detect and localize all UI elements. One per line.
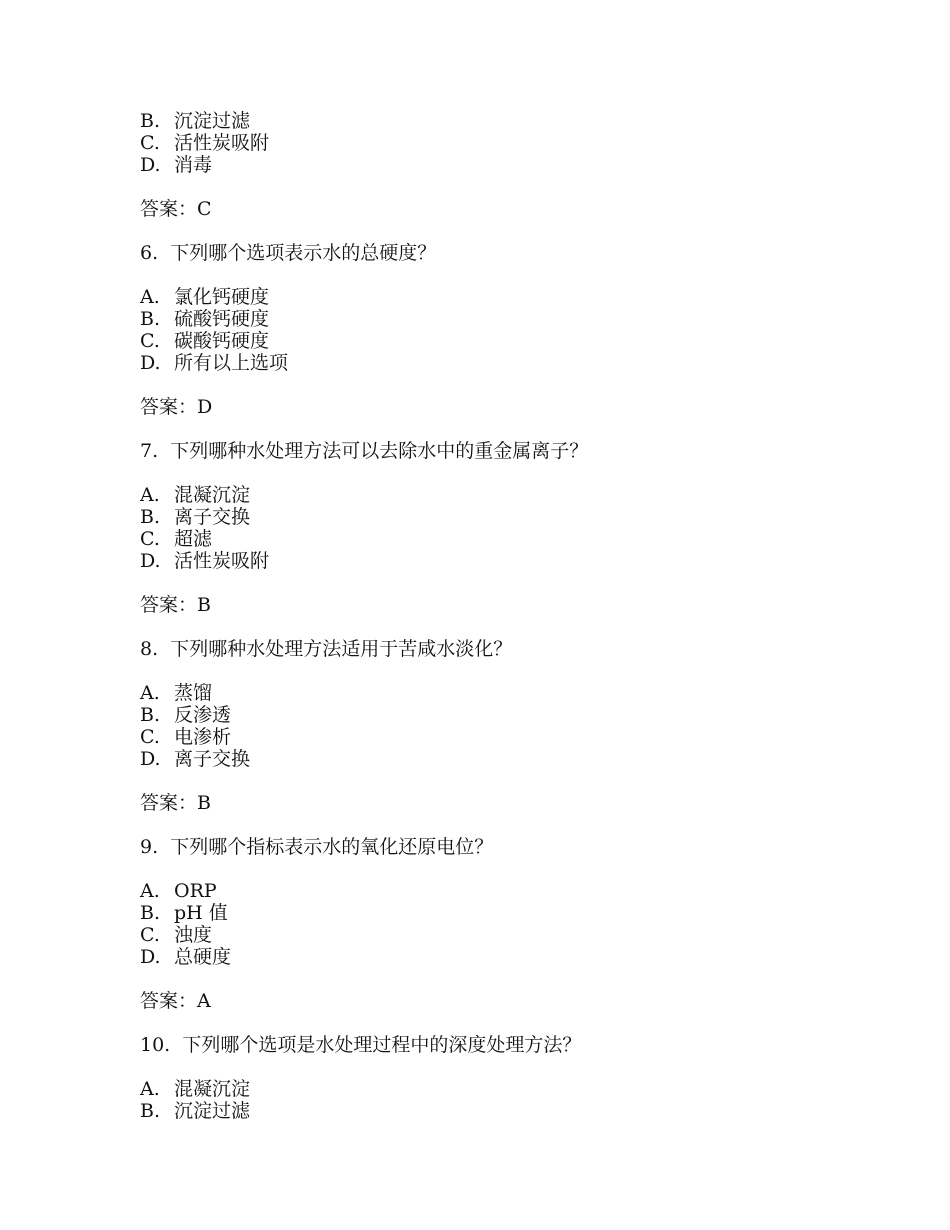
option-letter: C. bbox=[140, 726, 160, 748]
option-line bbox=[140, 132, 900, 154]
answer-line: 答案：D bbox=[140, 396, 213, 418]
option-text: 离子交换 bbox=[174, 748, 251, 770]
option-text: 浊度 bbox=[174, 924, 213, 946]
option-letter: C. bbox=[140, 132, 160, 154]
option-line bbox=[140, 682, 900, 704]
option-text: 硫酸钙硬度 bbox=[174, 308, 270, 330]
question-line bbox=[140, 242, 900, 264]
option-text: 总硬度 bbox=[174, 946, 232, 968]
question-line bbox=[140, 440, 900, 462]
option-letter: A. bbox=[140, 682, 160, 704]
option-text: 沉淀过滤 bbox=[174, 1100, 251, 1122]
option-text: pH 值 bbox=[174, 902, 228, 924]
option-line bbox=[140, 330, 900, 352]
question-text: 下列哪种水处理方法可以去除水中的重金属离子？ bbox=[170, 440, 589, 462]
question-line bbox=[140, 638, 900, 660]
question-number: 6. bbox=[140, 242, 159, 264]
option-line bbox=[140, 880, 900, 902]
question-number: 9. bbox=[140, 836, 159, 858]
option-line bbox=[140, 506, 900, 528]
option-line bbox=[140, 704, 900, 726]
option-text: 氯化钙硬度 bbox=[174, 286, 270, 308]
option-letter: C. bbox=[140, 528, 160, 550]
option-line bbox=[140, 946, 900, 968]
answer-line: 答案：B bbox=[140, 792, 211, 814]
option-text: 活性炭吸附 bbox=[174, 132, 270, 154]
option-letter: C. bbox=[140, 924, 160, 946]
option-letter: A. bbox=[140, 484, 160, 506]
question-text: 下列哪个选项是水处理过程中的深度处理方法？ bbox=[182, 1034, 582, 1056]
question-number: 10. bbox=[140, 1034, 171, 1056]
option-line bbox=[140, 550, 900, 572]
option-letter: D. bbox=[140, 748, 161, 770]
option-line bbox=[140, 484, 900, 506]
option-text: 活性炭吸附 bbox=[174, 550, 270, 572]
document-page bbox=[140, 110, 900, 1122]
option-line bbox=[140, 1100, 900, 1122]
option-letter: D. bbox=[140, 352, 161, 374]
option-line bbox=[140, 924, 900, 946]
option-letter: D. bbox=[140, 946, 161, 968]
option-letter: B. bbox=[140, 1100, 161, 1122]
answer-line: 答案：A bbox=[140, 990, 211, 1012]
option-letter: D. bbox=[140, 154, 161, 176]
option-letter: B. bbox=[140, 506, 161, 528]
option-line bbox=[140, 286, 900, 308]
option-letter: B. bbox=[140, 902, 161, 924]
option-text: 所有以上选项 bbox=[174, 352, 289, 374]
option-line bbox=[140, 726, 900, 748]
option-letter: A. bbox=[140, 880, 160, 902]
question-line bbox=[140, 1034, 900, 1056]
option-line bbox=[140, 528, 900, 550]
option-letter: B. bbox=[140, 110, 161, 132]
question-text: 下列哪个指标表示水的氧化还原电位？ bbox=[170, 836, 494, 858]
option-letter: B. bbox=[140, 308, 161, 330]
option-letter: A. bbox=[140, 1078, 160, 1100]
option-text: 混凝沉淀 bbox=[174, 1078, 251, 1100]
answer-line: 答案：C bbox=[140, 198, 212, 220]
option-text: 沉淀过滤 bbox=[174, 110, 251, 132]
question-number: 8. bbox=[140, 638, 159, 660]
question-text: 下列哪种水处理方法适用于苦咸水淡化？ bbox=[170, 638, 513, 660]
option-line bbox=[140, 352, 900, 374]
option-letter: B. bbox=[140, 704, 161, 726]
option-line bbox=[140, 748, 900, 770]
answer-line: 答案：B bbox=[140, 594, 211, 616]
option-text: 超滤 bbox=[174, 528, 213, 550]
option-line bbox=[140, 110, 900, 132]
option-text: 蒸馏 bbox=[174, 682, 213, 704]
option-text: ORP bbox=[174, 880, 217, 902]
option-text: 反渗透 bbox=[174, 704, 232, 726]
option-letter: C. bbox=[140, 330, 160, 352]
option-text: 混凝沉淀 bbox=[174, 484, 251, 506]
question-line bbox=[140, 836, 900, 858]
question-number: 7. bbox=[140, 440, 159, 462]
option-text: 碳酸钙硬度 bbox=[174, 330, 270, 352]
option-letter: A. bbox=[140, 286, 160, 308]
option-text: 消毒 bbox=[174, 154, 213, 176]
option-line bbox=[140, 308, 900, 330]
question-text: 下列哪个选项表示水的总硬度？ bbox=[170, 242, 437, 264]
option-line bbox=[140, 1078, 900, 1100]
option-letter: D. bbox=[140, 550, 161, 572]
option-text: 离子交换 bbox=[174, 506, 251, 528]
option-line bbox=[140, 902, 900, 924]
option-text: 电渗析 bbox=[174, 726, 232, 748]
option-line bbox=[140, 154, 900, 176]
